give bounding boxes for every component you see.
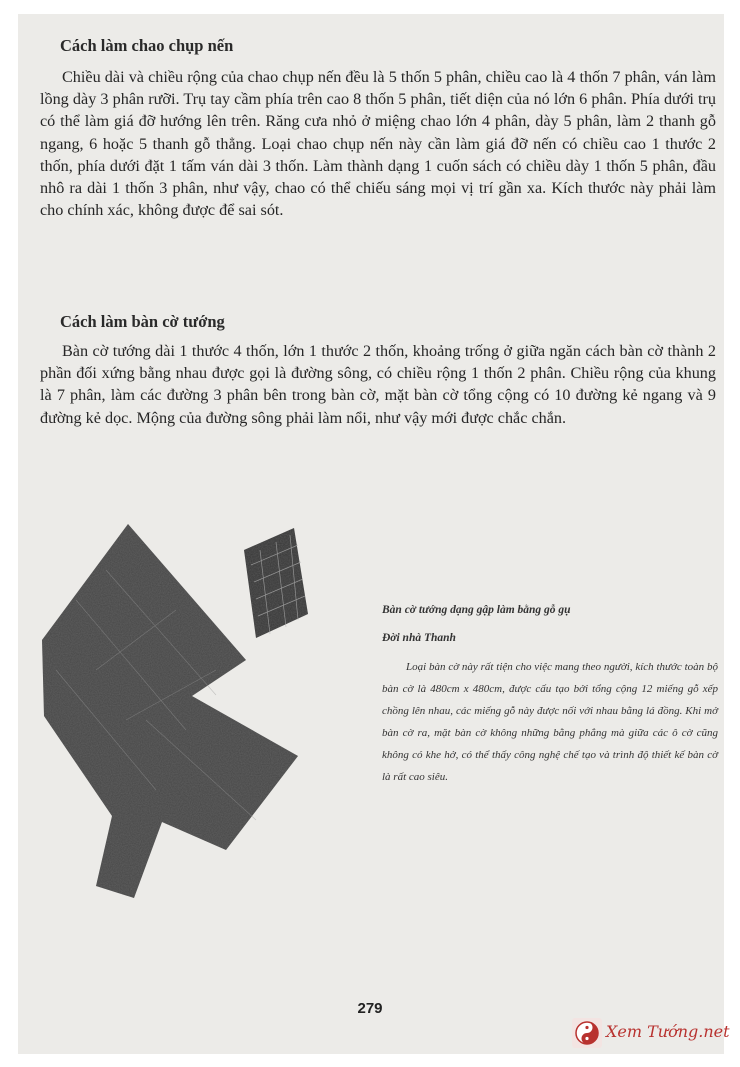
- yin-yang-icon: [572, 1018, 602, 1048]
- paragraph-chessboard: Bàn cờ tướng dài 1 thước 4 thốn, lớn 1 thước 2 thốn, khoảng trống ở giữa ngăn cách bàn cờ thành 2 phần đối xứng bằng nhau được gọi là đường sông, có chiều rộng 1 thốn 2 phân. Chiều rộng của khung là 7 phân, làm các đường 3 phân bên trong bàn cờ, mặt bàn cờ tổng cộng có 10 đường kẻ ngang và 9 đường kẻ dọc. Mộng của đường sông phải làm nổi, như vậy mới được chắc chắn.: [40, 342, 716, 427]
- watermark-text: Xem Tướng.net: [606, 1022, 730, 1041]
- figure-caption-title: Bàn cờ tướng dạng gập làm bằng gỗ gụ: [382, 604, 571, 616]
- watermark: [570, 1014, 740, 1054]
- paragraph-candle-lamp: Chiều dài và chiều rộng của chao chụp nến đều là 5 thốn 5 phân, chiều cao là 4 thốn 7 phân, ván làm lồng dày 3 phân rưỡi. Trụ tay cầm phía trên cao 8 thốn 5 phân, tiết diện của nó lớn 6 phân. Phía dưới trụ có thể làm giá đỡ hướng lên trên. Răng cưa nhỏ ở miệng chao lớn 4 phân, dày 5 phân, làm 2 thanh gỗ ngang, 6 hoặc 5 thanh gỗ thẳng. Loại chao chụp nến này cần làm giá đỡ nến có chiều cao 1 thước 2 thốn, phía dưới đặt 1 tấm ván dài 3 thốn. Làm thành dạng 1 cuốn sách có chiều dày 1 thốn 5 phân, đầu nhô ra dài 1 thốn 3 phân, như vậy, chao có thể chiếu sáng mọi vị trí gần xa. Kích thước này phải làm cho chính xác, không được để sai sót.: [40, 68, 716, 220]
- figure-caption-subtitle: Đời nhà Thanh: [382, 632, 456, 644]
- section-title-candle-lamp: Cách làm chao chụp nến: [60, 36, 234, 55]
- chessboard-photo: [36, 520, 336, 900]
- section-title-chessboard: Cách làm bàn cờ tướng: [60, 312, 225, 331]
- page-number: 279: [357, 1000, 383, 1017]
- figure-caption-body: Loại bàn cờ này rất tiện cho việc mang theo người, kích thước toàn bộ bàn cờ là 480cm x 480cm, được cấu tạo bởi tổng cộng 12 miếng gỗ xếp chồng lên nhau, các miếng gỗ này được nối với nhau bằng lá đồng. Khi mở bàn cờ ra, mặt bàn cờ không những bằng phẳng mà giữa các ô cờ cũng không có khe hở, có thể thấy công nghệ chế tạo và trình độ thiết kế bàn cờ là rất cao siêu.: [382, 661, 718, 783]
